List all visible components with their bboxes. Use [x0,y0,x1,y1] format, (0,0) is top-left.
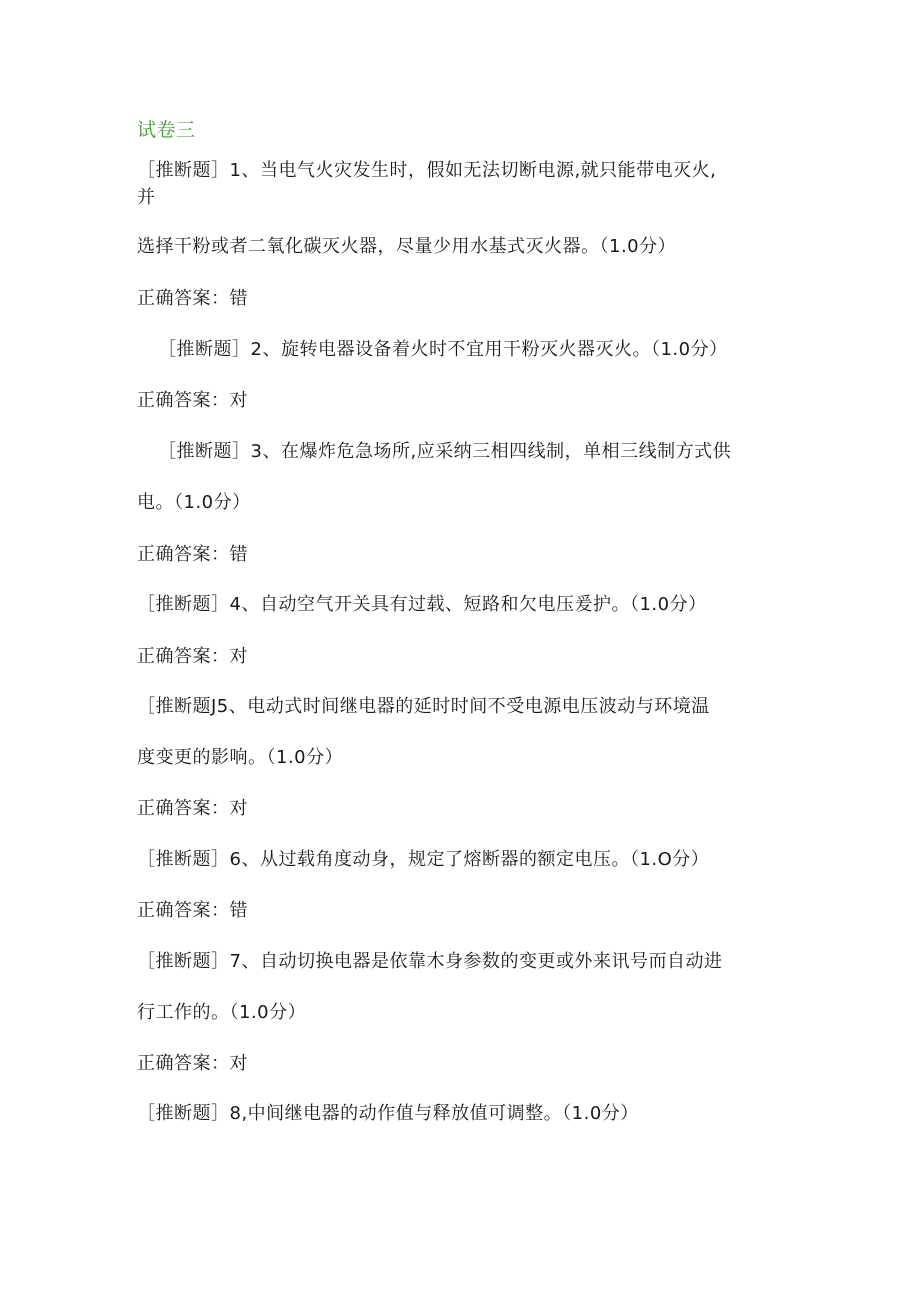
question-4: ［推断题］4、自动空气开关具有过载、短路和欠电压爰护。（1.0分） [137,594,707,615]
page-title: 试卷三 [137,119,196,141]
answer-7: 正确答案：对 [137,1053,248,1074]
question-6: ［推断题］6、从过载角度动身，规定了熔断器的额定电压。（1.O分） [137,849,710,870]
question-7-line-2: 行工作的。（1.0分） [137,1002,307,1023]
question-5-line-2: 度变更的影响。（1.0分） [137,747,344,768]
answer-5: 正确答案：对 [137,798,248,819]
question-1-line-2: 并 [137,187,156,208]
question-1-line-1: ［推断题］1、当电气火灾发生时，假如无法切断电源,就只能带电灭火, [137,160,717,181]
question-5-line-1: ［推断题J5、电动式时间继电器的延时时间不受电源电压波动与环境温 [137,696,710,717]
question-8: ［推断题］8,中间继电器的动作值与释放值可调整。（1.0分） [137,1103,639,1124]
question-7-line-1: ［推断题］7、自动切换电器是依靠木身参数的变更或外来讯号而自动进 [137,951,723,972]
answer-1: 正确答案：错 [137,288,248,309]
answer-2: 正确答案：对 [137,390,248,411]
question-1-line-3: 选择干粉或者二氧化碳灭火器，尽量少用水基式灭火器。（1.0分） [137,236,677,257]
question-3-line-2: 电。（1.0分） [137,492,251,513]
answer-6: 正确答案：错 [137,900,248,921]
answer-3: 正确答案：错 [137,544,248,565]
answer-4: 正确答案：对 [137,646,248,667]
question-2: ［推断题］2、旋转电器设备着火时不宜用干粉灭火器灭火。（1.0分） [158,339,728,360]
question-3-line-1: ［推断题］3、在爆炸危急场所,应采纳三相四线制，单相三线制方式供 [158,441,732,462]
